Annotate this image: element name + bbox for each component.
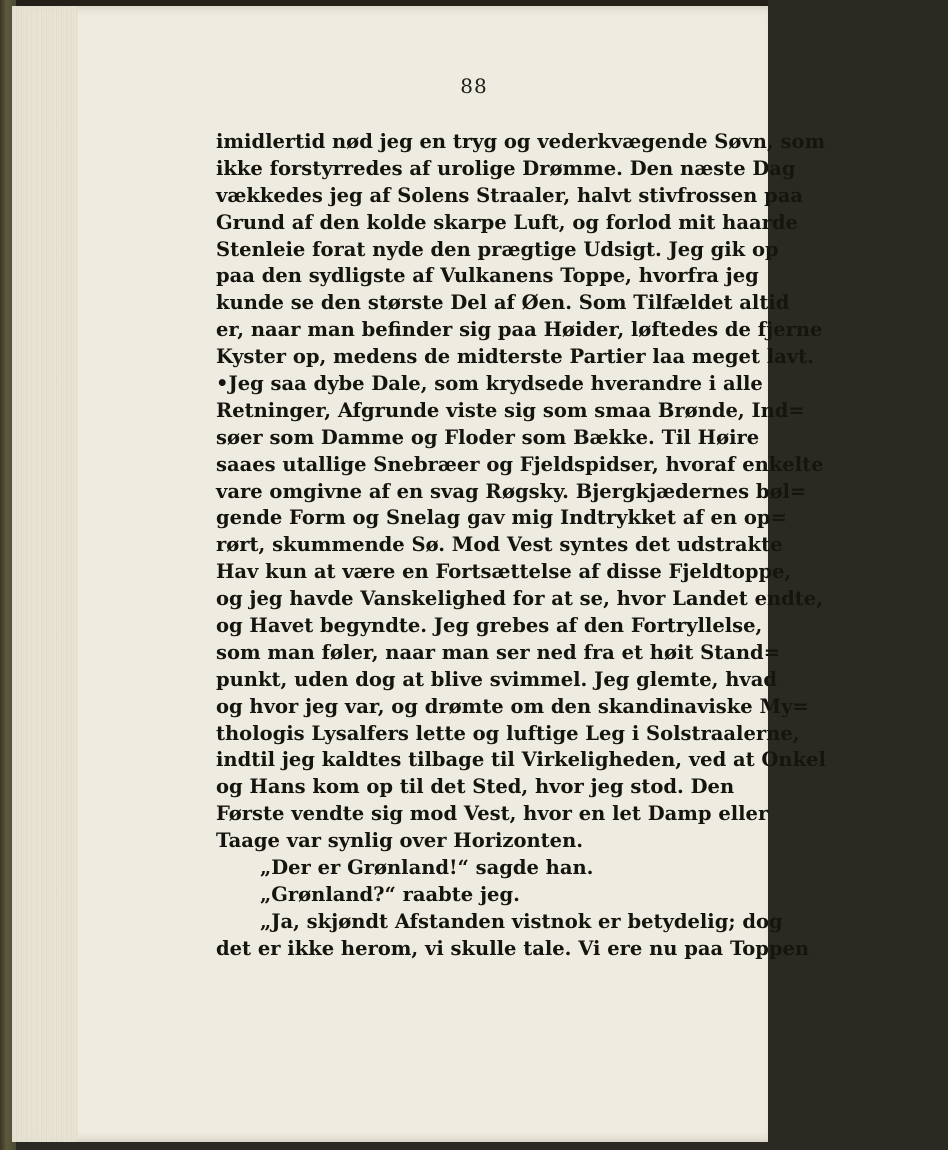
text-line: er, naar man befinder sig paa Høider, løftedes de fjerne bbox=[216, 318, 823, 342]
text-line: som man føler, naar man ser ned fra et høit Stand= bbox=[216, 640, 781, 664]
dialogue-line: „Ja, skjøndt Afstanden vistnok er betydelig; dog bbox=[260, 909, 783, 933]
text-line: indtil jeg kaldtes tilbage til Virkeligheden, ved at Onkel bbox=[216, 748, 826, 772]
text-line: gende Form og Snelag gav mig Indtrykket af en op= bbox=[216, 506, 787, 530]
text-line: paa den sydligste af Vulkanens Toppe, hvorfra jeg bbox=[216, 264, 759, 288]
text-line: og jeg havde Vanskelighed for at se, hvor Landet endte, bbox=[216, 587, 824, 611]
text-line: Taage var synlig over Horizonten. bbox=[216, 829, 584, 853]
text-line: rørt, skummende Sø. Mod Vest syntes det udstrakte bbox=[216, 533, 783, 557]
text-line: vare omgivne af en svag Røgsky. Bjergkjædernes bøl= bbox=[216, 479, 807, 503]
text-line: Stenleie forat nyde den prægtige Udsigt. Jeg gik op bbox=[216, 237, 779, 261]
text-line: thologis Lysalfers lette og luftige Leg i Solstraalerne, bbox=[216, 721, 800, 745]
dialogue-line: „Der er Grønland!“ sagde han. bbox=[260, 856, 594, 880]
page-stack-edge bbox=[12, 6, 78, 1142]
body-text bbox=[216, 129, 826, 963]
text-line: og Hans kom op til det Sted, hvor jeg stod. Den bbox=[216, 775, 735, 799]
text-line: Hav kun at være en Fortsættelse af disse Fjeldtoppe, bbox=[216, 560, 792, 584]
text-line: ikke forstyrredes af urolige Drømme. Den næste Dag bbox=[216, 156, 796, 180]
page-number: 88 bbox=[460, 74, 488, 98]
text-line: Kyster op, medens de midterste Partier laa meget lavt. bbox=[216, 345, 814, 369]
text-line: •Jeg saa dybe Dale, som krydsede hverandre i alle bbox=[216, 372, 763, 396]
text-line: Første vendte sig mod Vest, hvor en let Damp eller bbox=[216, 802, 769, 826]
text-line: saaes utallige Snebræer og Fjeldspidser, hvoraf enkelte bbox=[216, 452, 824, 476]
text-line: punkt, uden dog at blive svimmel. Jeg glemte, hvad bbox=[216, 667, 778, 691]
text-line: og hvor jeg var, og drømte om den skandinaviske My= bbox=[216, 694, 809, 718]
dialogue-line: „Grønland?“ raabte jeg. bbox=[260, 882, 520, 906]
text-line: Retninger, Afgrunde viste sig som smaa Brønde, Ind= bbox=[216, 398, 805, 422]
text-line: Grund af den kolde skarpe Luft, og forlod mit haarde bbox=[216, 210, 798, 234]
text-line: søer som Damme og Floder som Bække. Til Høire bbox=[216, 425, 760, 449]
text-line: det er ikke herom, vi skulle tale. Vi ere nu paa Toppen bbox=[216, 936, 810, 960]
text-line: imidlertid nød jeg en tryg og vederkvægende Søvn, som bbox=[216, 130, 826, 153]
text-line: kunde se den største Del af Øen. Som Tilfældet altid bbox=[216, 291, 790, 315]
text-line: vækkedes jeg af Solens Straaler, halvt stivfrossen paa bbox=[216, 183, 803, 207]
text-line: og Havet begyndte. Jeg grebes af den Fortryllelse, bbox=[216, 614, 763, 638]
